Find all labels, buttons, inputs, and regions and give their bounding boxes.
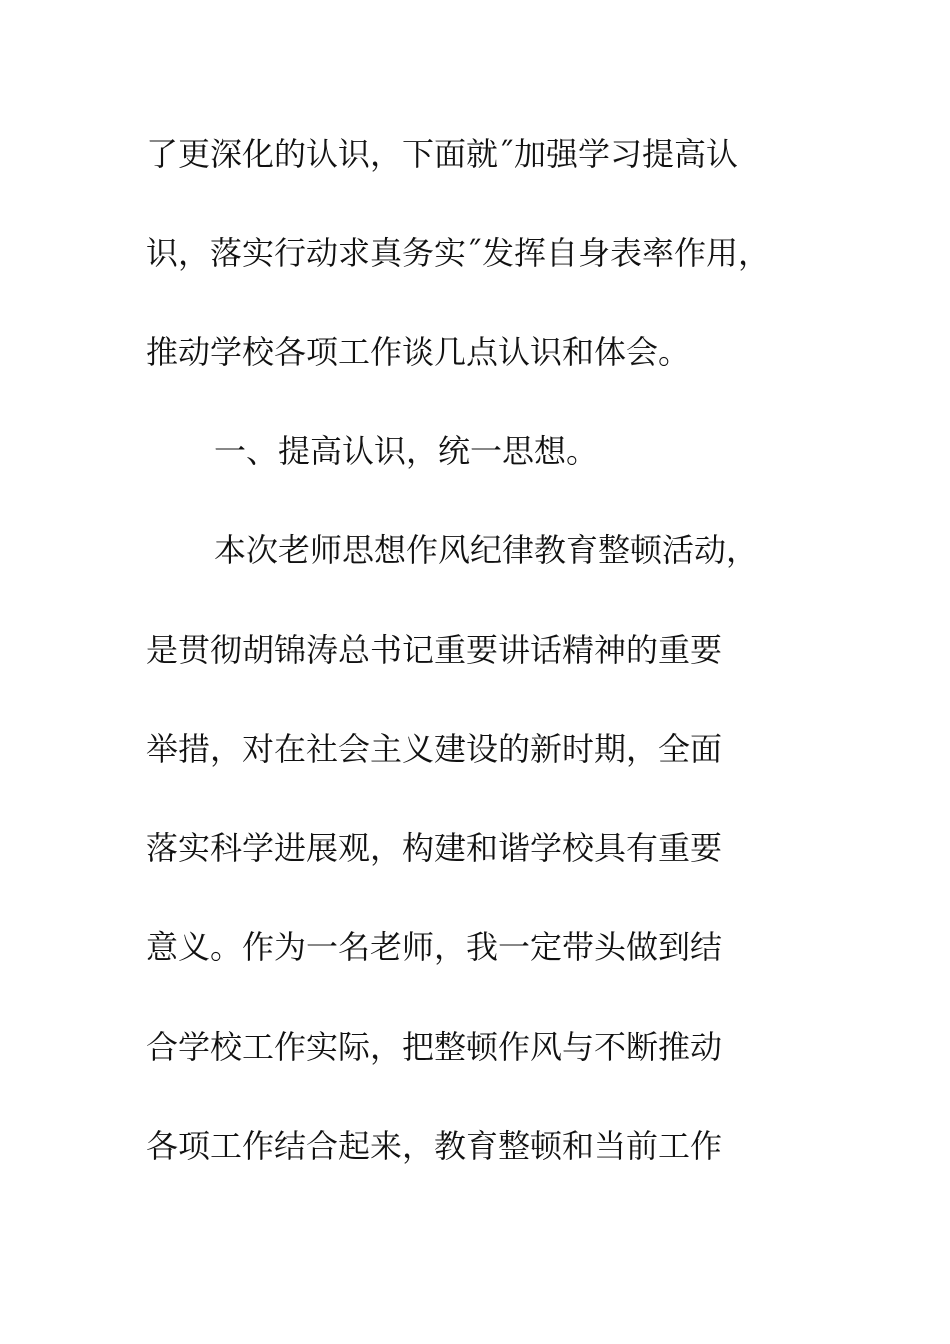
text-line: 意义。作为一名老师，我一定带头做到结	[146, 928, 723, 966]
text-line: 识，落实行动求真务实˝发挥自身表率作用，	[146, 234, 771, 272]
text-line: 合学校工作实际，把整顿作风与不断推动	[146, 1028, 723, 1066]
text-line: 是贯彻胡锦涛总书记重要讲话精神的重要	[146, 631, 723, 669]
text-line: 落实科学进展观，构建和谐学校具有重要	[146, 829, 723, 867]
section-heading: 一、提高认识，统一思想。	[214, 432, 599, 470]
text-line: 推动学校各项工作谈几点认识和体会。	[146, 333, 691, 371]
text-line: 了更深化的认识，下面就˝加强学习提高认	[146, 135, 739, 173]
text-line: 本次老师思想作风纪律教育整顿活动，	[214, 531, 759, 569]
text-line: 举措，对在社会主义建设的新时期，全面	[146, 730, 723, 768]
text-line: 各项工作结合起来，教育整顿和当前工作	[146, 1127, 723, 1165]
